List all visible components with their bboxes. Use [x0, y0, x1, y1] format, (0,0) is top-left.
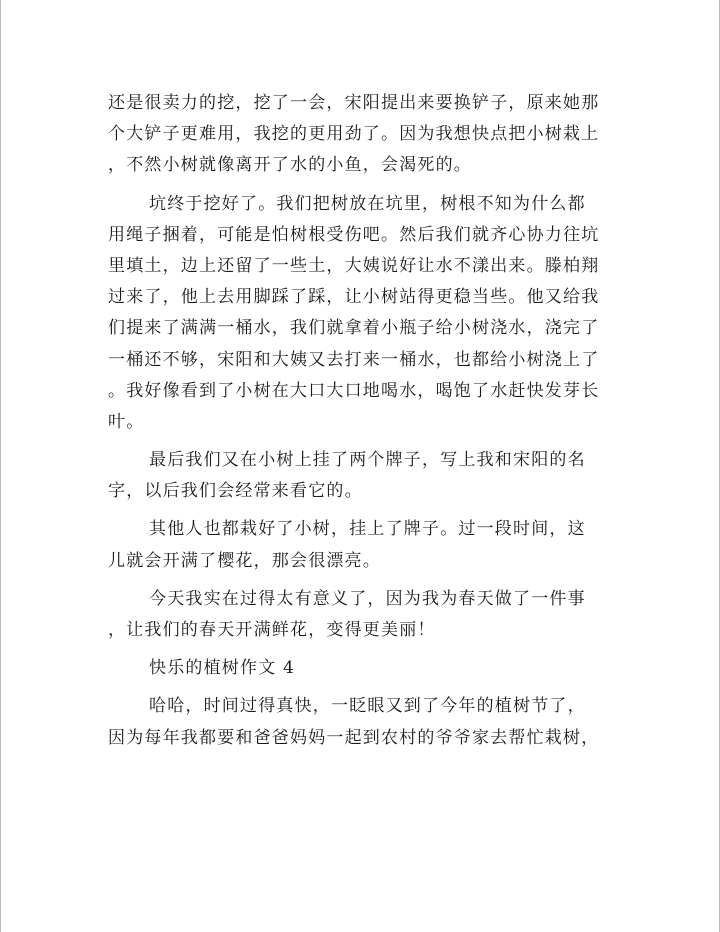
text-line: 叶。 — [108, 411, 145, 432]
text-line: 因为每年我都要和爸爸妈妈一起到农村的爷爷家去帮忙栽树， — [108, 727, 600, 748]
text-line: 今天我实在过得太有意义了，因为我为春天做了一件事 — [149, 588, 586, 609]
text-line: 过来了，他上去用脚踩了踩，让小树站得更稳当些。他又给我 — [108, 287, 600, 308]
text-line: 字，以后我们会经常来看它的。 — [108, 481, 363, 502]
text-line: 哈哈，时间过得真快，一眨眼又到了今年的植树节了， — [149, 696, 586, 717]
text-line: 们提来了满满一桶水，我们就拿着小瓶子给小树浇水，浇完了 — [108, 318, 600, 339]
paragraph — [108, 445, 618, 507]
text-line: 。我好像看到了小树在大口大口地喝水，喝饱了水赶快发芽长 — [108, 380, 600, 401]
paragraph — [108, 88, 618, 182]
paragraph — [108, 584, 618, 646]
text-line: 儿就会开满了樱花，那会很漂亮。 — [108, 550, 381, 571]
text-line: 里填土，边上还留了一些土，大姨说好让水不漾出来。滕柏翔 — [108, 255, 600, 276]
text-line: 坑终于挖好了。我们把树放在坑里，树根不知为什么都 — [149, 193, 586, 214]
text-line: 其他人也都栽好了小树，挂上了牌子。过一段时间，这 — [149, 519, 586, 540]
text-line: 个大铲子更难用，我挖的更用劲了。因为我想快点把小树栽上 — [108, 124, 600, 145]
text-line: 用绳子捆着，可能是怕树根受伤吧。然后我们就齐心协力往坑 — [108, 224, 600, 245]
paragraph — [108, 189, 618, 439]
text-line: ，不然小树就像离开了水的小鱼，会渴死的。 — [108, 155, 472, 176]
paragraph — [108, 691, 618, 753]
text-line: 还是很卖力的挖，挖了一会，宋阳提出来要换铲子，原来她那 — [108, 93, 600, 113]
text-line: 最后我们又在小树上挂了两个牌子，写上我和宋阳的名 — [149, 450, 586, 471]
text-line: 一桶还不够，宋阳和大姨又去打来一桶水，也都给小树浇上了 — [108, 349, 600, 370]
text-line: ，让我们的春天开满鲜花，变得更美丽！ — [108, 620, 436, 640]
paragraph — [108, 514, 618, 576]
essay-heading: 快乐的植树作文 4 — [149, 658, 296, 679]
document-body — [108, 88, 618, 754]
